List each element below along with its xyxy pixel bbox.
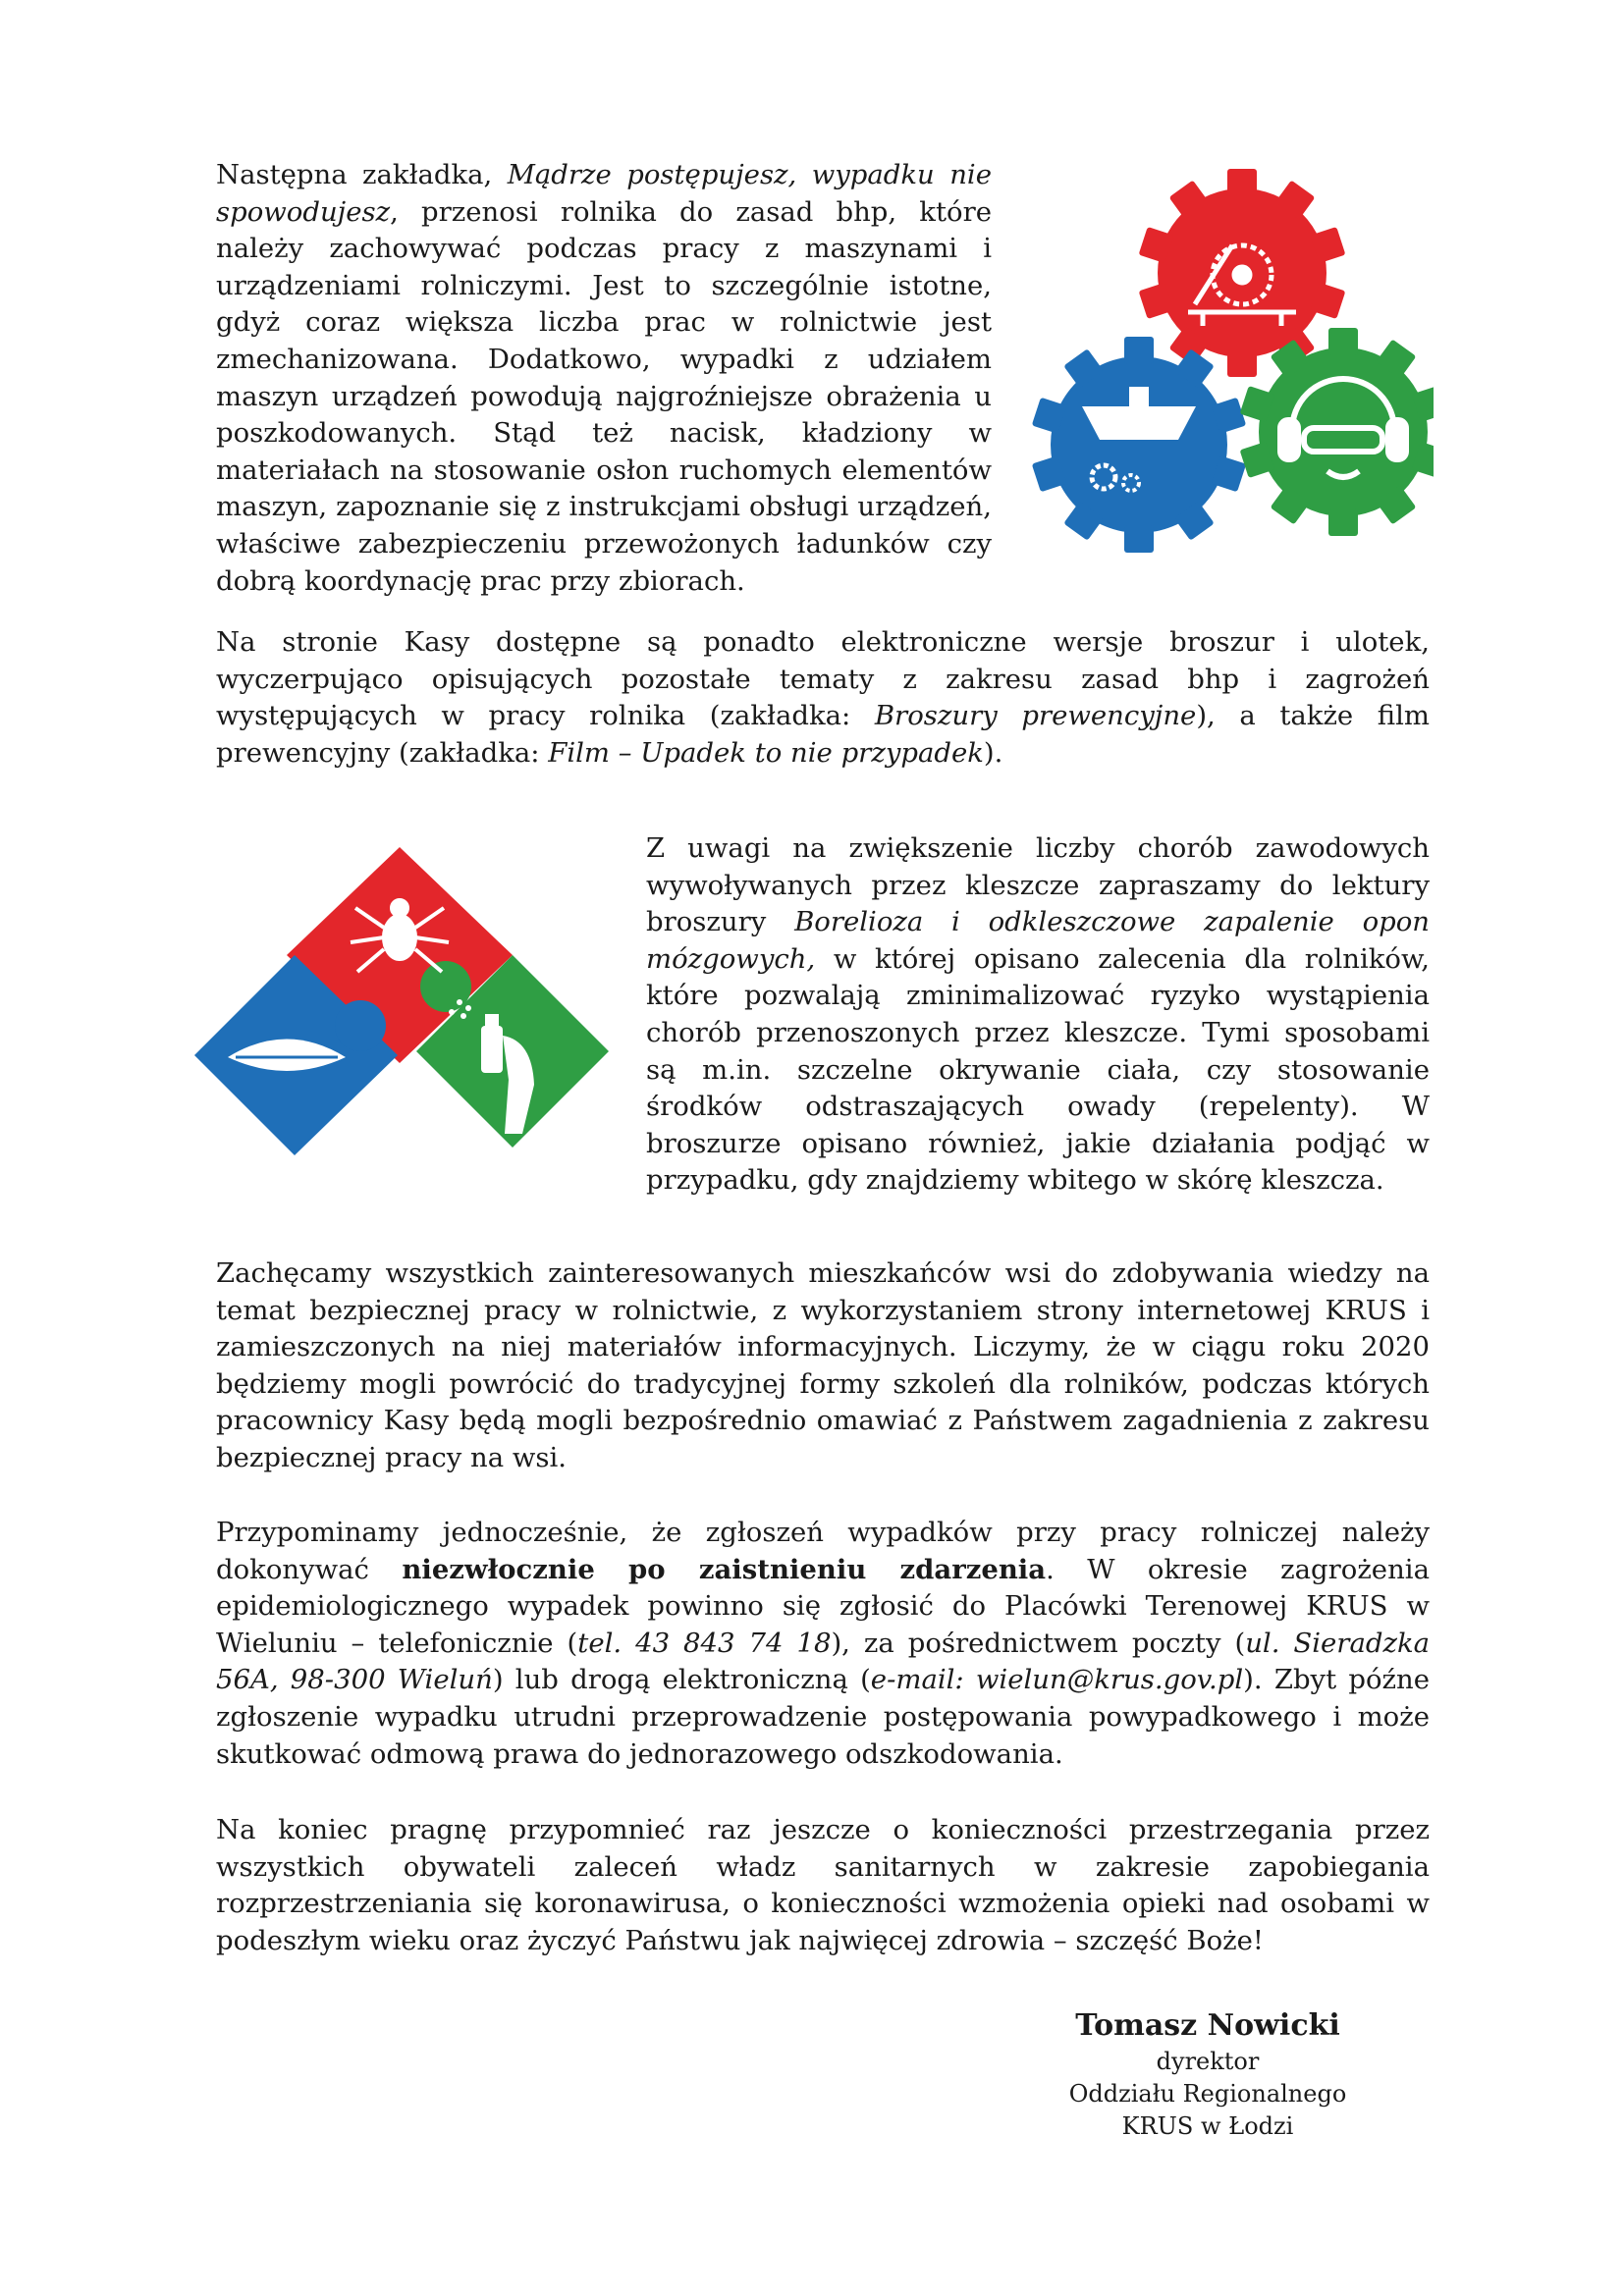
text-run: Następna zakładka, <box>216 159 508 190</box>
tab-name-italic: Mądrze postępujesz, wypadku nie spowodujesz <box>216 159 992 228</box>
text-run: ). Zbyt późne zgłoszenie wypadku utrudni przeprowadzenie postępowania powypadkowego i może skutkować odmową prawa do jednorazowego odszkodowania. <box>216 1664 1430 1770</box>
text-run: w której opisano zalecenia dla rolników, które pozwalają zminimalizować ryzyko wystąpienia chorób przenoszonych przez kleszcze. Tymi sposobami są m.in. szczelne okrywanie ciała, czy stosowanie środków odstraszających owady (repelenty). W broszurze opisano również, jakie działania podjąć w przypadku, gdy znajdziemy wbitego w skórę kleszcza. <box>646 942 1430 1197</box>
text-run: . W okresie zagrożenia epidemiologicznego wypadek powinno się zgłosić do Placówki Terenowej KRUS w Wieluniu – telefonicznie ( <box>216 1553 1430 1659</box>
gears-illustration <box>1031 165 1434 558</box>
text-run: Z uwagi na zwiększenie liczby chorób zawodowych wywoływanych przez kleszcze zapraszamy do lektury broszury <box>646 832 1430 938</box>
signature-block <box>1011 2006 1404 2143</box>
gear-blue-icon <box>1032 337 1247 553</box>
paragraph-brochures <box>216 624 1430 772</box>
text-run: Zachęcamy wszystkich zainteresowanych mieszkańców wsi do zdobywania wiedzy na temat bezpiecznej pracy w rolnictwie, z wykorzystaniem strony internetowej KRUS i zamieszczonych na niej materiałów informacyjnych. Liczymy, że w ciągu roku 2020 będziemy mogli powrócić do tradycyjnej formy szkoleń dla rolników, podczas których pracownicy Kasy będą mogli bezpośrednio omawiać z Państwem zagadnienia z zakresu bezpiecznej pracy na wsi. <box>216 1257 1430 1473</box>
phone-number: tel. 43 843 74 18 <box>577 1627 832 1659</box>
signatory-title: dyrektor <box>1156 2048 1260 2075</box>
email-address: e-mail: wielun@krus.gov.pl <box>870 1664 1244 1696</box>
paragraph-machines <box>216 157 992 600</box>
text-run: Na koniec pragnę przypomnieć raz jeszcze o konieczności przestrzegania przez wszystkich obywateli zaleceń władz sanitarnych w zakresie zapobiegania rozprzestrzeniania się koronawirusa, o konieczności wzmożenia opieki nad osobami w podeszłym wieku oraz życzyć Państwu jak najwięcej zdrowia – szczęść Boże! <box>216 1814 1430 1956</box>
paragraph-ticks <box>646 830 1430 1200</box>
paragraph-closing <box>216 1812 1430 1959</box>
emphasis-bold: niezwłocznie po zaistnieniu zdarzenia <box>402 1553 1047 1585</box>
signatory-name: Tomasz Nowicki <box>1075 2008 1340 2043</box>
text-run: ) lub drogą elektroniczną ( <box>492 1664 871 1696</box>
signatory-unit: Oddziału Regionalnego <box>1068 2080 1347 2108</box>
paragraph-encouragement <box>216 1255 1430 1477</box>
tab-name-italic: Film – Upadek to nie przypadek <box>548 736 984 769</box>
text-run: ), za pośrednictwem poczty ( <box>831 1627 1246 1659</box>
brochure-title-italic: Borelioza i odkleszczowe zapalenie opon mózgowych, <box>646 906 1430 975</box>
signatory-institution: KRUS w Łodzi <box>1121 2112 1294 2140</box>
text-run: ), a także film prewencyjny (zakładka: <box>216 700 1430 769</box>
text-run: ). <box>983 736 1003 769</box>
paragraph-accident-reporting <box>216 1515 1430 1773</box>
text-run: Przypominamy jednocześnie, że zgłoszeń wypadków przy pracy rolniczej należy dokonywać <box>216 1517 1430 1585</box>
postal-address: ul. Sieradzka 56A, 98-300 Wieluń <box>216 1627 1431 1696</box>
text-run: , przenosi rolnika do zasad bhp, które należy zachowywać podczas pracy z maszynami i urządzeniami rolniczymi. Jest to szczególnie istotne, gdyż coraz większa liczba prac w rolnictwie jest zmechanizowana. Dodatkowo, wypadki z udziałem maszyn urządzeń powodują najgroźniejsze obrażenia u poszkodowanych. Stąd też nacisk, kładziony w materiałach na stosowanie osłon ruchomych elementów maszyn, zapoznanie się z instrukcjami obsługi urządzeń, właściwe zabezpieczeniu przewożonych ładunków czy dobrą koordynację prac przy zbiorach. <box>216 195 992 597</box>
text-run: Na stronie Kasy dostępne są ponadto elektroniczne wersje broszur i ulotek, wyczerpująco opisujących pozostałe tematy z zakresu zasad bhp i zagrożeń występujących w pracy rolnika (zakładka: <box>216 626 1430 732</box>
tab-name-italic: Broszury prewencyjne <box>874 700 1197 732</box>
puzzle-illustration <box>189 839 611 1163</box>
